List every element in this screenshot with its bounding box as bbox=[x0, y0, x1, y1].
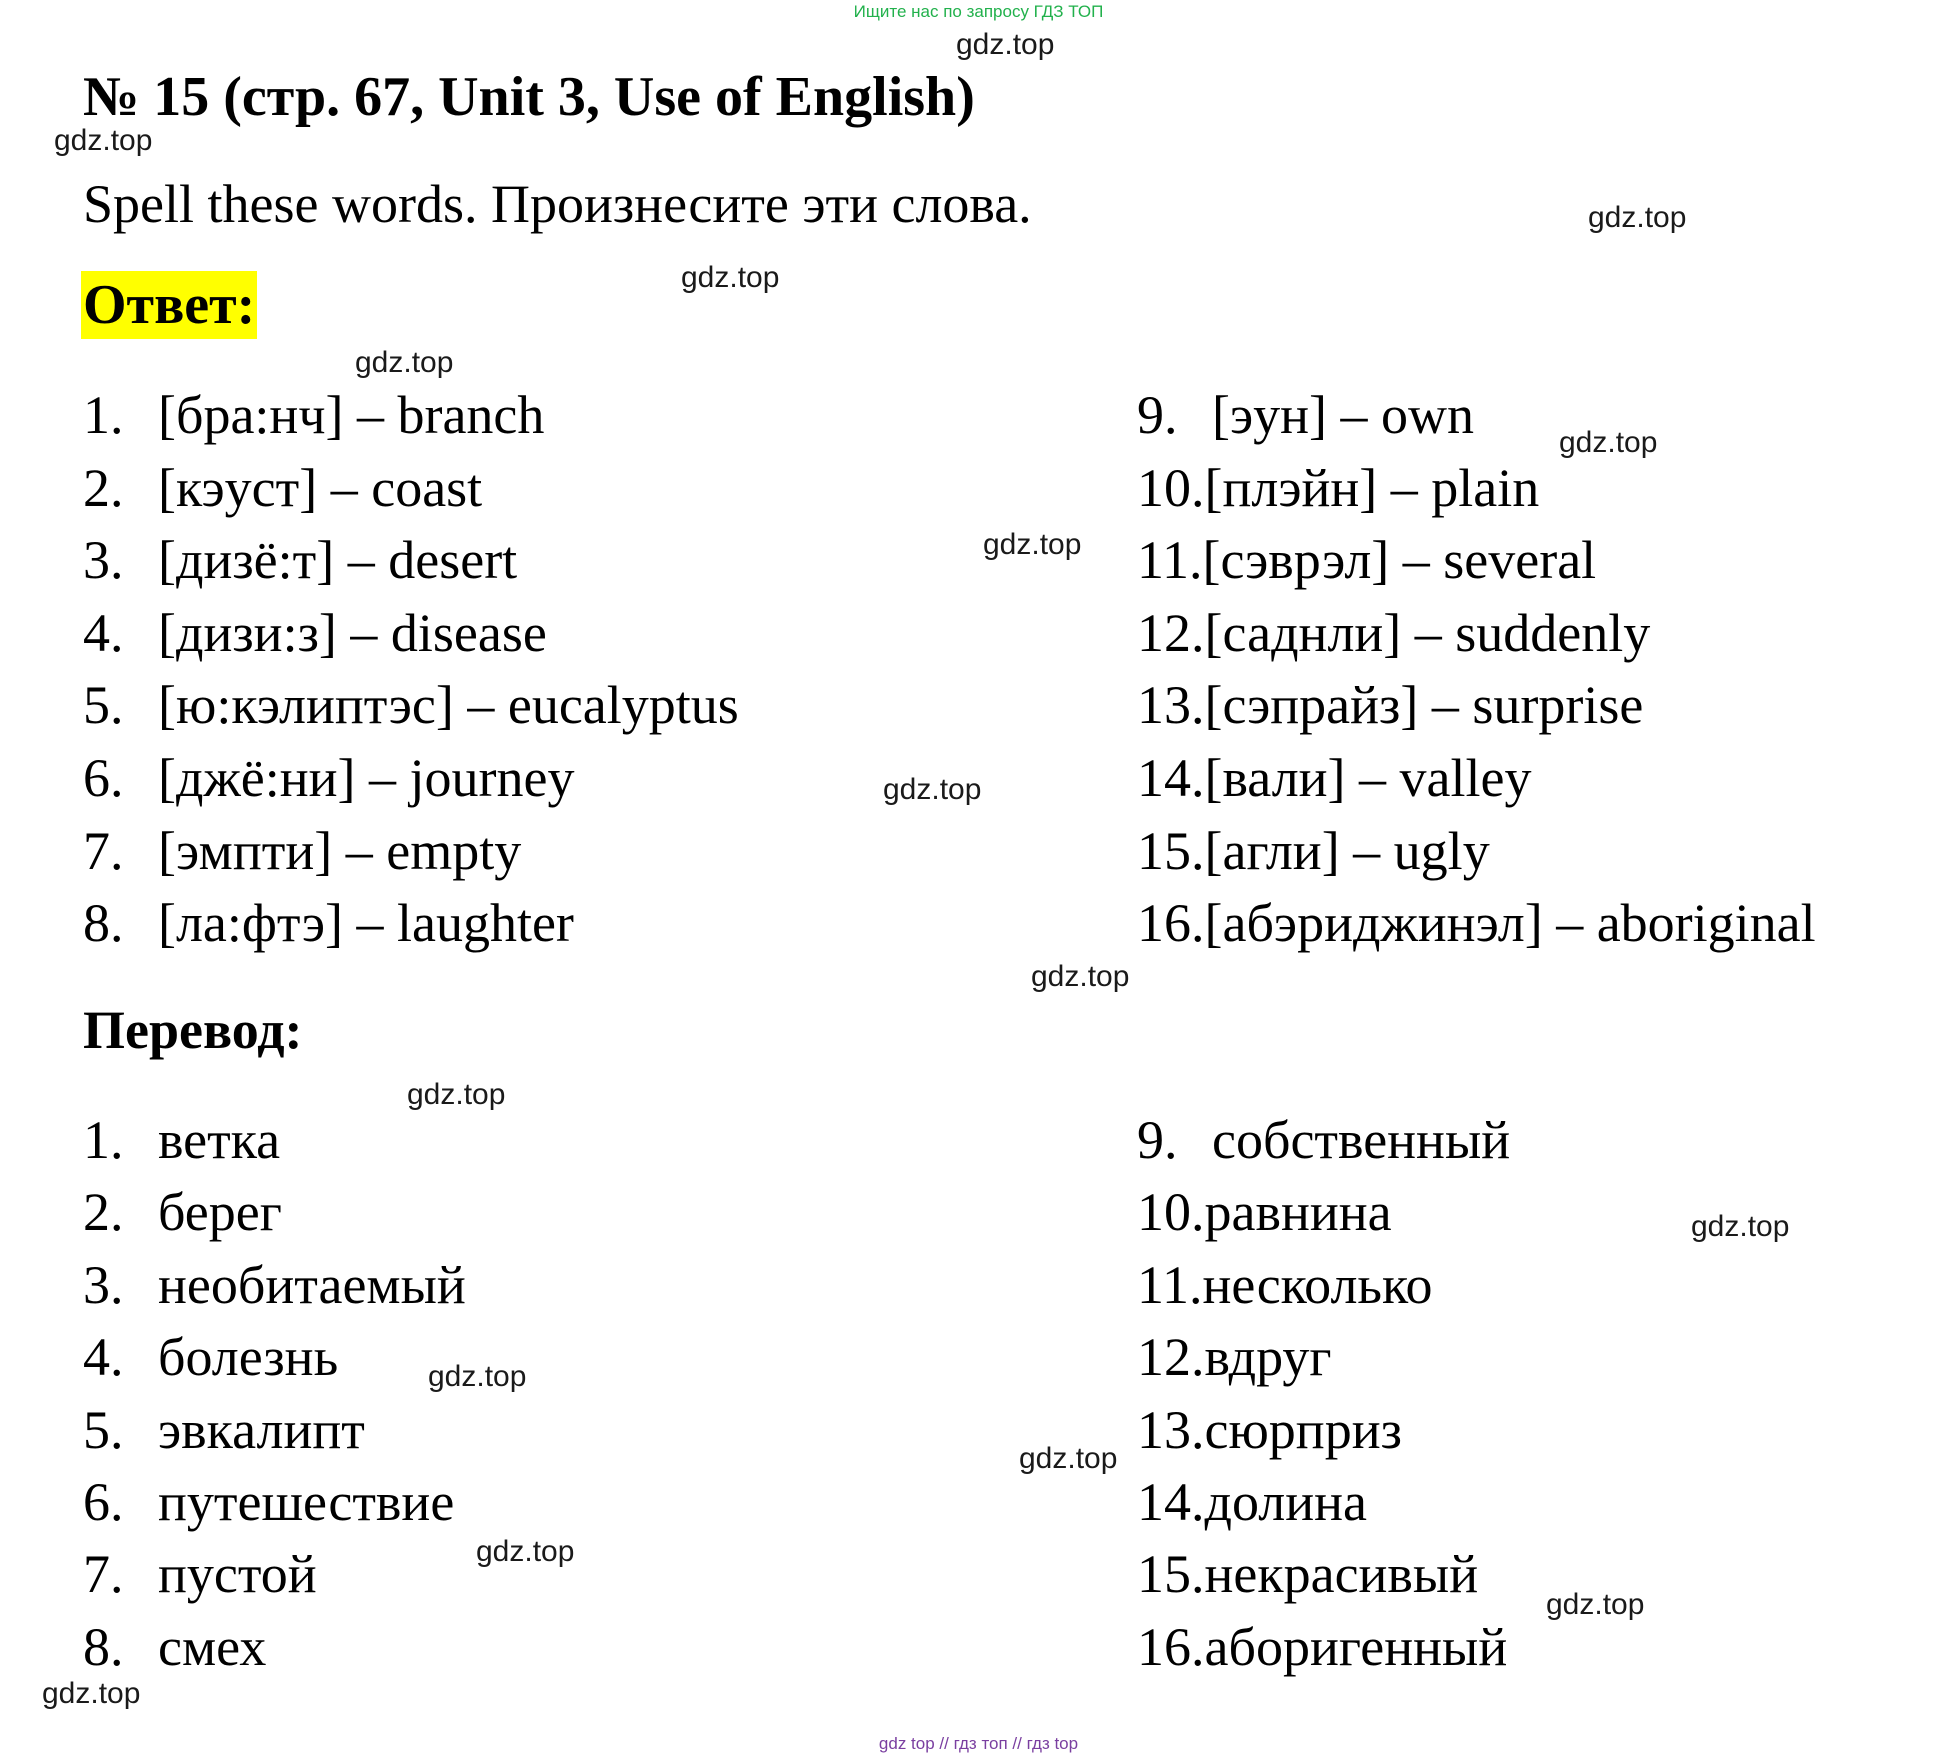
list-item bbox=[83, 1325, 466, 1397]
list-item bbox=[1137, 1542, 1510, 1614]
watermark: gdz.top bbox=[681, 261, 780, 294]
watermark: gdz.top bbox=[1546, 1588, 1645, 1621]
watermark: gdz.top bbox=[476, 1535, 575, 1568]
list-item bbox=[1137, 1108, 1510, 1180]
list-item bbox=[83, 673, 739, 746]
list-item bbox=[1137, 1253, 1510, 1325]
item-text: [эмпти] – empty bbox=[158, 820, 522, 881]
watermark: gdz.top bbox=[1031, 960, 1130, 993]
answer-list-left bbox=[83, 383, 739, 964]
item-number: 2. bbox=[83, 457, 124, 518]
list-item bbox=[1137, 1398, 1510, 1470]
item-number: 11. bbox=[1137, 530, 1203, 591]
item-number: 16. bbox=[1137, 1616, 1205, 1677]
item-number: 7. bbox=[83, 820, 124, 881]
list-item bbox=[83, 1470, 466, 1542]
item-text: пустой bbox=[158, 1544, 317, 1605]
translation-heading: Перевод: bbox=[83, 1000, 303, 1060]
item-number: 13. bbox=[1137, 675, 1205, 736]
item-number: 14. bbox=[1137, 1471, 1205, 1532]
item-number: 9. bbox=[1137, 1110, 1178, 1170]
list-item bbox=[1137, 456, 1816, 529]
list-item bbox=[1137, 1615, 1510, 1687]
item-number: 10. bbox=[1137, 1182, 1205, 1243]
list-item bbox=[1137, 601, 1816, 674]
top-banner: Ищите нас по запросу ГДЗ ТОП bbox=[853, 2, 1104, 21]
watermark: gdz.top bbox=[1691, 1210, 1790, 1243]
item-text: [эун] – own bbox=[1212, 385, 1475, 445]
item-number: 6. bbox=[83, 1471, 124, 1532]
item-text: [джё:ни] – journey bbox=[158, 747, 575, 808]
list-item bbox=[83, 819, 739, 892]
watermark: gdz.top bbox=[407, 1078, 506, 1111]
item-number: 1. bbox=[83, 385, 124, 445]
answer-list-right bbox=[1137, 383, 1816, 964]
list-item bbox=[1137, 746, 1816, 819]
page-title: № 15 (стр. 67, Unit 3, Use of English) bbox=[83, 66, 975, 128]
item-text: некрасивый bbox=[1204, 1544, 1479, 1605]
item-number: 14. bbox=[1137, 747, 1205, 808]
item-text: [ю:кэлиптэс] – eucalyptus bbox=[158, 675, 739, 736]
item-number: 8. bbox=[83, 1616, 124, 1677]
watermark: gdz.top bbox=[983, 528, 1082, 561]
list-item bbox=[1137, 1180, 1510, 1252]
watermark: gdz.top bbox=[1588, 201, 1687, 234]
item-text: берег bbox=[158, 1182, 282, 1243]
item-text: [сэврэл] – several bbox=[1202, 530, 1597, 591]
item-text: путешествие bbox=[158, 1471, 455, 1532]
footer-links: gdz top // гдз топ // гдз top bbox=[878, 1734, 1079, 1753]
list-item bbox=[83, 383, 739, 456]
item-text: [дизё:т] – desert bbox=[158, 530, 518, 591]
item-number: 1. bbox=[83, 1110, 124, 1170]
list-item bbox=[1137, 383, 1816, 456]
item-number: 12. bbox=[1137, 602, 1205, 663]
item-text: смех bbox=[158, 1616, 267, 1677]
item-text: болезнь bbox=[158, 1327, 339, 1388]
item-number: 7. bbox=[83, 1544, 124, 1605]
list-item bbox=[1137, 1470, 1510, 1542]
item-text: собственный bbox=[1212, 1110, 1511, 1170]
list-item bbox=[1137, 891, 1816, 964]
item-text: [вали] – valley bbox=[1204, 747, 1532, 808]
item-text: [агли] – ugly bbox=[1204, 820, 1490, 881]
item-text: [кэуст] – coast bbox=[158, 457, 483, 518]
list-item bbox=[83, 1398, 466, 1470]
item-number: 10. bbox=[1137, 457, 1205, 518]
list-item bbox=[1137, 1325, 1510, 1397]
list-item bbox=[1137, 819, 1816, 892]
item-text: несколько bbox=[1202, 1254, 1433, 1315]
item-text: аборигенный bbox=[1204, 1616, 1508, 1677]
list-item bbox=[83, 1108, 466, 1180]
item-text: необитаемый bbox=[158, 1254, 466, 1315]
answer-heading: Ответ: bbox=[81, 271, 257, 339]
item-text: [ла:фтэ] – laughter bbox=[158, 893, 574, 954]
item-text: долина bbox=[1204, 1471, 1367, 1532]
watermark: gdz.top bbox=[883, 773, 982, 806]
list-item bbox=[83, 601, 739, 674]
item-number: 12. bbox=[1137, 1327, 1205, 1388]
list-item bbox=[83, 1180, 466, 1252]
item-number: 13. bbox=[1137, 1399, 1205, 1460]
list-item bbox=[1137, 673, 1816, 746]
translation-list-left bbox=[83, 1108, 466, 1687]
watermark: gdz.top bbox=[54, 124, 153, 157]
list-item bbox=[1137, 528, 1816, 601]
item-text: [бра:нч] – branch bbox=[158, 385, 545, 445]
item-text: [саднли] – suddenly bbox=[1204, 602, 1651, 663]
list-item bbox=[83, 528, 739, 601]
watermark: gdz.top bbox=[956, 28, 1055, 61]
list-item bbox=[83, 746, 739, 819]
item-text: [плэйн] – plain bbox=[1204, 457, 1540, 518]
item-number: 6. bbox=[83, 747, 124, 808]
translation-list-right bbox=[1137, 1108, 1510, 1687]
watermark: gdz.top bbox=[1019, 1442, 1118, 1475]
item-number: 4. bbox=[83, 1327, 124, 1388]
item-number: 3. bbox=[83, 1254, 124, 1315]
item-text: равнина bbox=[1204, 1182, 1392, 1243]
list-item bbox=[83, 891, 739, 964]
item-number: 5. bbox=[83, 675, 124, 736]
list-item bbox=[83, 1253, 466, 1325]
item-number: 8. bbox=[83, 893, 124, 954]
item-number: 9. bbox=[1137, 385, 1178, 445]
item-number: 2. bbox=[83, 1182, 124, 1243]
item-number: 4. bbox=[83, 602, 124, 663]
item-number: 16. bbox=[1137, 893, 1205, 954]
item-number: 15. bbox=[1137, 820, 1205, 881]
item-text: сюрприз bbox=[1204, 1399, 1402, 1460]
watermark: gdz.top bbox=[428, 1360, 527, 1393]
item-number: 5. bbox=[83, 1399, 124, 1460]
list-item bbox=[83, 1542, 466, 1614]
item-text: эвкалипт bbox=[158, 1399, 365, 1460]
item-text: ветка bbox=[158, 1110, 281, 1170]
item-text: [сэпрайз] – surprise bbox=[1204, 675, 1644, 736]
item-number: 15. bbox=[1137, 1544, 1205, 1605]
item-text: вдруг bbox=[1204, 1327, 1332, 1388]
watermark: gdz.top bbox=[42, 1677, 141, 1710]
item-text: [дизи:з] – disease bbox=[158, 602, 547, 663]
watermark: gdz.top bbox=[1559, 426, 1658, 459]
list-item bbox=[83, 456, 739, 529]
watermark: gdz.top bbox=[355, 346, 454, 379]
item-number: 3. bbox=[83, 530, 124, 591]
task-instruction: Spell these words. Произнесите эти слова. bbox=[83, 174, 1032, 234]
item-number: 11. bbox=[1137, 1254, 1203, 1315]
item-text: [абэриджинэл] – aboriginal bbox=[1204, 893, 1816, 954]
